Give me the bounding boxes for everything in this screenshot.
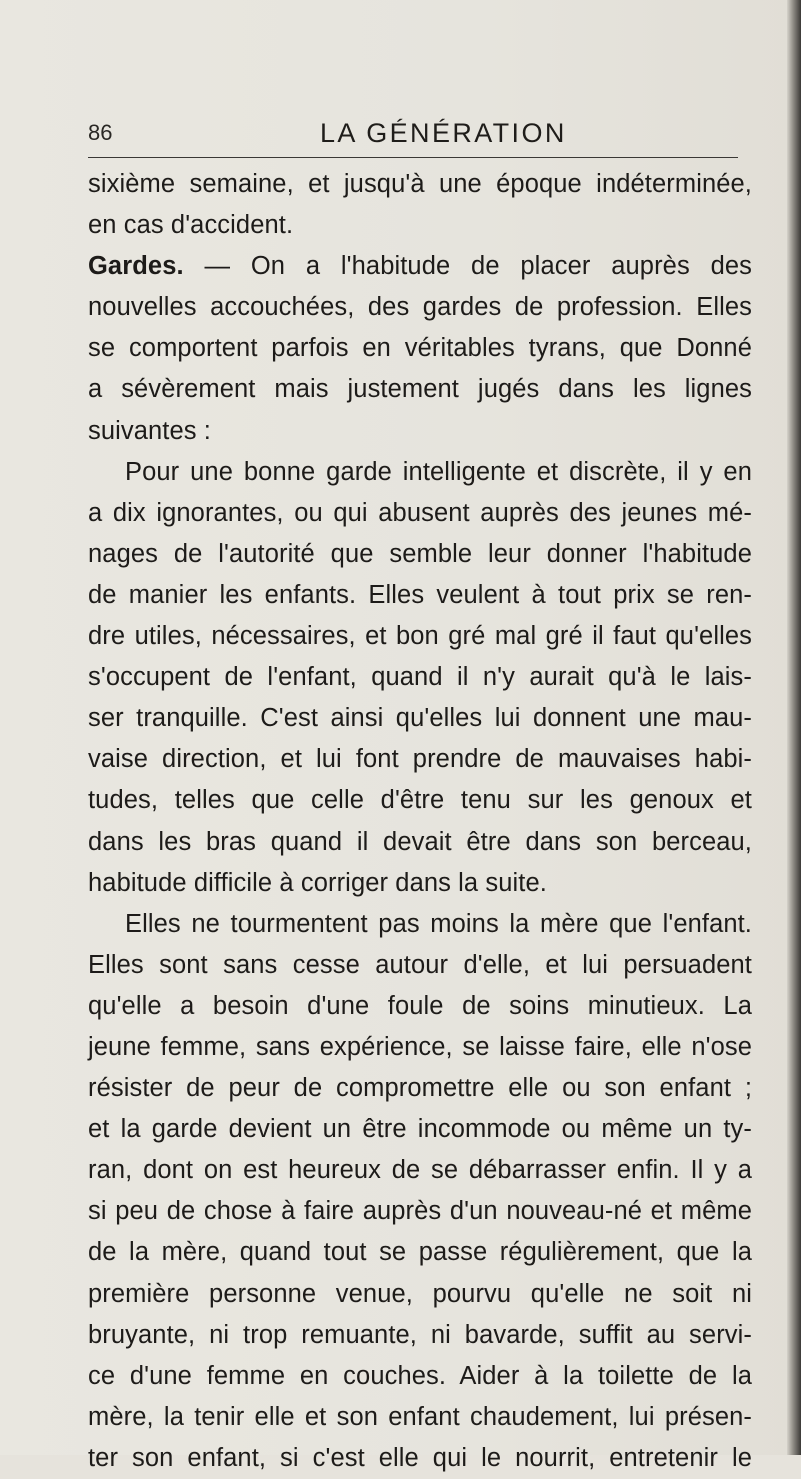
text-line: tudes, telles que celle d'être tenu sur les genoux et (88, 786, 752, 815)
text-line (88, 246, 752, 287)
text-line: jeune femme, sans expérience, se laisse faire, elle n'ose (88, 1032, 752, 1061)
text-line: dre utiles, nécessaires, et bon gré mal gré il faut qu'elles (88, 622, 752, 651)
text-line: ter son enfant, si c'est elle qui le nourrit, entretenir le (88, 1443, 752, 1472)
text-line: s'occupent de l'enfant, quand il n'y aurait qu'à le lais- (88, 663, 752, 692)
text-line: ce d'une femme en couches. Aider à la toilette de la (88, 1361, 752, 1390)
page-number: 86 (88, 120, 113, 145)
text-line: qu'elle a besoin d'une foule de soins minutieux. La (88, 991, 752, 1020)
text-line: a dix ignorantes, ou qui abusent auprès des jeunes mé- (88, 498, 752, 527)
text-line: première personne venue, pourvu qu'elle ne soit ni (88, 1279, 752, 1308)
text-line: bruyante, ni trop remuante, ni bavarde, suffit au servi- (88, 1320, 752, 1349)
header-rule (88, 157, 738, 158)
text-line: dans les bras quand il devait être dans son berceau, (88, 827, 752, 856)
text-line: suivantes : (88, 416, 211, 445)
text-line: et la garde devient un être incommode ou même un ty- (88, 1115, 752, 1144)
text-line: ser tranquille. C'est ainsi qu'elles lui donnent une mau- (88, 704, 752, 733)
text-line: Pour une bonne garde intelligente et discrète, il y en (125, 457, 752, 486)
text-line: de la mère, quand tout se passe régulièrement, que la (88, 1238, 752, 1267)
text-line: nages de l'autorité que semble leur donner l'habitude (88, 539, 752, 568)
text-line: nouvelles accouchées, des gardes de profession. Elles (88, 293, 752, 322)
text-line: si peu de chose à faire auprès d'un nouveau-né et même (88, 1197, 752, 1226)
text-line: vaise direction, et lui font prendre de mauvaises habi- (88, 745, 752, 774)
text-line: Elles ne tourmentent pas moins la mère que l'enfant. (125, 909, 752, 938)
text-line: a sévèrement mais justement jugés dans les lignes (88, 375, 752, 404)
page-header (88, 116, 748, 150)
text-line: mère, la tenir elle et son enfant chaudement, lui présen- (88, 1402, 752, 1431)
text-line-continuation: — On a l'habitude de placer auprès des (183, 252, 752, 281)
text-line: ran, dont on est heureux de se débarrasser enfin. Il y a (88, 1156, 752, 1185)
text-line: de manier les enfants. Elles veulent à tout prix se ren- (88, 580, 752, 609)
text-line: sixième semaine, et jusqu'à une époque indéterminée, (88, 170, 752, 198)
body-text (88, 164, 752, 1479)
running-title: LA GÉNÉRATION (320, 118, 567, 148)
text-line: se comportent parfois en véritables tyrans, que Donné (88, 334, 752, 363)
text-line: habitude difficile à corriger dans la suite. (88, 868, 547, 897)
text-line: Elles sont sans cesse autour d'elle, et lui persuadent (88, 950, 752, 979)
text-line: résister de peur de compromettre elle ou son enfant ; (88, 1074, 752, 1103)
section-heading: Gardes. (88, 252, 184, 281)
text-line: en cas d'accident. (88, 211, 294, 240)
page-edge-shadow (787, 0, 801, 1455)
